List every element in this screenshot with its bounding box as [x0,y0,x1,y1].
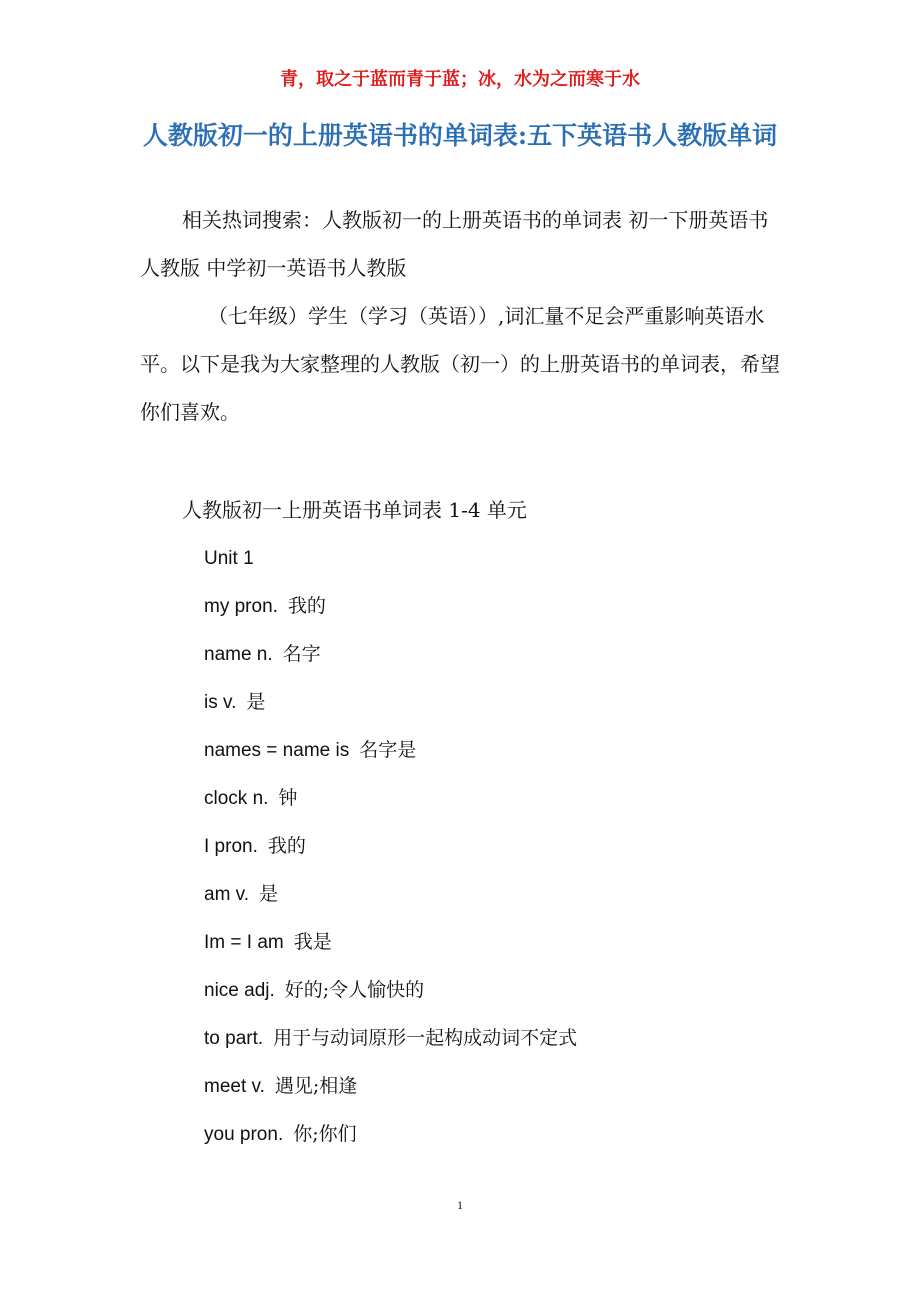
vocab-item [204,726,577,774]
vocab-chinese: 我是 [293,931,332,953]
vocab-chinese: 是 [246,691,266,713]
vocab-item [204,966,577,1014]
vocab-chinese: 我的 [287,595,326,617]
vocab-english: to part. [204,1028,264,1049]
vocab-item [204,774,577,822]
vocab-english: nice adj. [204,980,275,1001]
vocab-chinese: 好的;令人愉快的 [284,979,425,1001]
vocab-item [204,822,577,870]
vocab-item [204,534,577,582]
vocab-chinese: 名字 [282,643,321,665]
vocab-item [204,1014,577,1062]
intro-paragraph: （七年级）学生（学习（英语））,词汇量不足会严重影响英语水平。以下是我为大家整理的人教版（初一）的上册英语书的单词表，希望你们喜欢。 [140,304,780,424]
vocab-english: am v. [204,884,250,905]
vocab-item [204,582,577,630]
vocab-english: is v. [204,692,237,713]
vocab-list [204,534,577,1158]
vocab-english: I pron. [204,836,258,857]
vocab-english: name n. [204,644,273,665]
vocab-english: Im = I am [204,932,284,953]
vocab-item [204,1062,577,1110]
vocab-english: clock n. [204,788,269,809]
vocab-item [204,918,577,966]
vocab-item [204,1110,577,1158]
vocab-english: Unit 1 [204,548,254,569]
vocab-chinese: 是 [259,883,279,905]
vocab-english: you pron. [204,1124,284,1145]
vocab-english: meet v. [204,1076,265,1097]
header-motto: 青，取之于蓝而青于蓝；冰，水为之而寒于水 [280,69,640,90]
vocab-item [204,870,577,918]
document-title: 人教版初一的上册英语书的单词表:五下英语书人教版单词 [142,121,778,150]
vocab-chinese: 用于与动词原形一起构成动词不定式 [273,1027,578,1049]
section-heading: 人教版初一上册英语书单词表 1-4 单元 [182,498,527,522]
vocab-chinese: 你;你们 [293,1123,357,1145]
page-number: 1 [457,1198,463,1212]
vocab-chinese: 我的 [267,835,306,857]
vocab-item [204,630,577,678]
vocab-english: names = name is [204,740,350,761]
vocab-chinese: 名字是 [359,739,417,761]
vocab-chinese: 钟 [278,787,298,809]
vocab-english: my pron. [204,596,278,617]
vocab-chinese: 遇见;相逢 [274,1075,358,1097]
hot-search-paragraph: 相关热词搜索：人教版初一的上册英语书的单词表 初一下册英语书人教版 中学初一英语书人教版 [140,208,769,280]
vocab-item [204,678,577,726]
